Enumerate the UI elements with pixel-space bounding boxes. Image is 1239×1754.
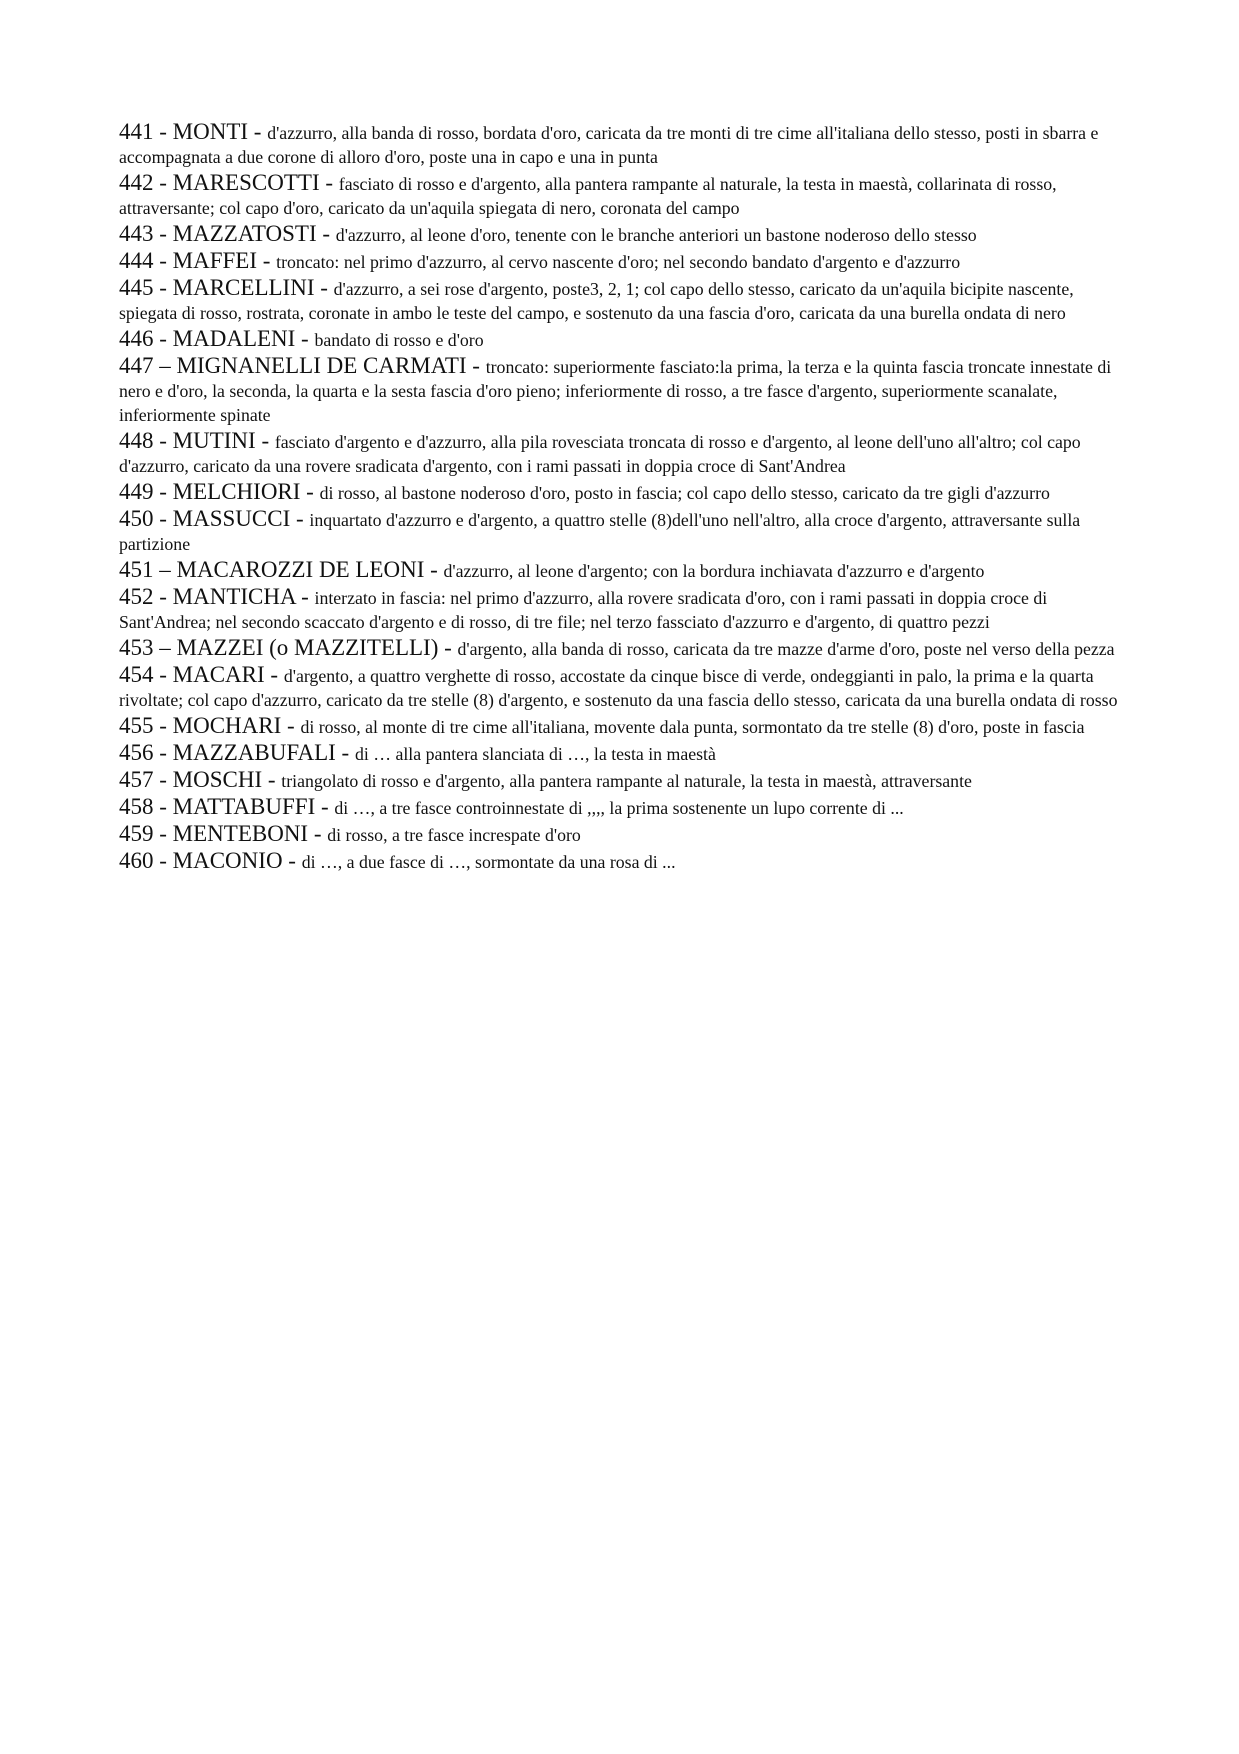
- entry-description: di …, a tre fasce controinnestate di ,,,, la prima sostenente un lupo corrente di ...: [334, 798, 904, 818]
- entry-description: troncato: nel primo d'azzurro, al cervo nascente d'oro; nel secondo bandato d'argento e d'azzurro: [276, 252, 961, 272]
- entry-description: di … alla pantera slanciata di …, la testa in maestà: [354, 744, 716, 764]
- entry-heading: 455 - MOCHARI -: [119, 713, 301, 738]
- entry-heading: 457 - MOSCHI -: [119, 767, 282, 792]
- entry-heading: 444 - MAFFEI -: [119, 248, 277, 273]
- entry-heading: 450 - MASSUCCI -: [119, 506, 310, 531]
- entry-449: [119, 480, 1129, 505]
- entry-heading: 448 - MUTINI -: [119, 428, 275, 453]
- entry-458: [119, 795, 1129, 820]
- entry-description: d'azzurro, alla banda di rosso, bordata d'oro, caricata da tre monti di tre cime all'italiana dello stesso, posti in sbarra e accompagnata a due corone di alloro d'oro, poste una in capo e una in punta: [119, 123, 1099, 167]
- entry-444: [119, 249, 1129, 274]
- entry-442: [119, 171, 1129, 220]
- entry-description: d'azzurro, a sei rose d'argento, poste3, 2, 1; col capo dello stesso, caricato da un'aquila bicipite nascente, spiegata di rosso, rostrata, coronate in ambo le teste del campo, e sostenuto da una fascia d'oro, caricata da una burella ondata di nero: [119, 279, 1074, 323]
- entry-description: troncato: superiormente fasciato:la prima, la terza e la quinta fascia troncate innestate di nero e d'oro, la seconda, la quarta e la sesta fascia d'oro pieno; inferiormente di rosso, a tre fasce d'argento, superiormente scanalate, inferiormente spinate: [119, 357, 1112, 425]
- entry-description: di …, a due fasce di …, sormontate da una rosa di ...: [301, 852, 676, 872]
- entry-heading: 460 - MACONIO -: [119, 848, 302, 873]
- entry-447: [119, 354, 1129, 427]
- entry-description: bandato di rosso e d'oro: [314, 330, 484, 350]
- entry-heading: 459 - MENTEBONI -: [119, 821, 328, 846]
- entry-454: [119, 663, 1129, 712]
- entry-460: [119, 849, 1129, 874]
- entry-445: [119, 276, 1129, 325]
- entry-451: [119, 558, 1129, 583]
- entry-heading: 458 - MATTABUFFI -: [119, 794, 335, 819]
- entry-heading: 446 - MADALENI -: [119, 326, 315, 351]
- entry-description: d'argento, a quattro verghette di rosso, accostate da cinque bisce di verde, ondeggianti in palo, la prima e la quarta rivoltate; col capo d'azzurro, caricato da tre stelle (8) d'argento, e sostenuto da una fascia dello stesso, caricata da una burella ondata di rosso: [119, 666, 1118, 710]
- entry-description: interzato in fascia: nel primo d'azzurro, alla rovere sradicata d'oro, con i rami passati in doppia croce di Sant'Andrea; nel secondo scaccato d'argento e di rosso, di tre file; nel terzo fassciato d'azzurro e d'argento, di quattro pezzi: [119, 588, 1048, 632]
- entry-heading: 445 - MARCELLINI -: [119, 275, 334, 300]
- entry-description: d'argento, alla banda di rosso, caricata da tre mazze d'arme d'oro, poste nel verso della pezza: [457, 639, 1115, 659]
- entry-heading: 442 - MARESCOTTI -: [119, 170, 339, 195]
- entry-457: [119, 768, 1129, 793]
- entry-description: d'azzurro, al leone d'oro, tenente con le branche anteriori un bastone noderoso dello stesso: [335, 225, 977, 245]
- entry-heading: 447 – MIGNANELLI DE CARMATI -: [119, 353, 486, 378]
- entry-description: d'azzurro, al leone d'argento; con la bordura inchiavata d'azzurro e d'argento: [443, 561, 985, 581]
- entry-description: fasciato di rosso e d'argento, alla pantera rampante al naturale, la testa in maestà, collarinata di rosso, attraversante; col capo d'oro, caricato da un'aquila spiegata di nero, coronata del campo: [119, 174, 1057, 218]
- document-page: [119, 120, 1129, 876]
- entry-description: di rosso, al monte di tre cime all'italiana, movente dala punta, sormontato da tre stelle (8) d'oro, poste in fascia: [300, 717, 1085, 737]
- entry-heading: 454 - MACARI -: [119, 662, 284, 687]
- entry-459: [119, 822, 1129, 847]
- entry-441: [119, 120, 1129, 169]
- entry-453: [119, 636, 1129, 661]
- entry-446: [119, 327, 1129, 352]
- entry-description: triangolato di rosso e d'argento, alla pantera rampante al naturale, la testa in maestà, attraversante: [281, 771, 972, 791]
- entry-448: [119, 429, 1129, 478]
- entry-456: [119, 741, 1129, 766]
- entry-455: [119, 714, 1129, 739]
- entry-450: [119, 507, 1129, 556]
- entry-description: fasciato d'argento e d'azzurro, alla pila rovesciata troncata di rosso e d'argento, al leone dell'uno all'altro; col capo d'azzurro, caricato da una rovere sradicata d'argento, con i rami passati in doppia croce di Sant'Andrea: [119, 432, 1081, 476]
- entry-452: [119, 585, 1129, 634]
- entry-heading: 453 – MAZZEI (o MAZZITELLI) -: [119, 635, 458, 660]
- entry-443: [119, 222, 1129, 247]
- entry-heading: 452 - MANTICHA -: [119, 584, 315, 609]
- entry-description: di rosso, a tre fasce increspate d'oro: [327, 825, 581, 845]
- entry-heading: 443 - MAZZATOSTI -: [119, 221, 336, 246]
- entry-heading: 449 - MELCHIORI -: [119, 479, 320, 504]
- entry-heading: 456 - MAZZABUFALI -: [119, 740, 355, 765]
- entry-heading: 451 – MACAROZZI DE LEONI -: [119, 557, 444, 582]
- entry-heading: 441 - MONTI -: [119, 119, 268, 144]
- entry-description: di rosso, al bastone noderoso d'oro, posto in fascia; col capo dello stesso, caricato da tre gigli d'azzurro: [319, 483, 1050, 503]
- entry-description: inquartato d'azzurro e d'argento, a quattro stelle (8)dell'uno nell'altro, alla croce d'argento, attraversante sulla partizione: [119, 510, 1081, 554]
